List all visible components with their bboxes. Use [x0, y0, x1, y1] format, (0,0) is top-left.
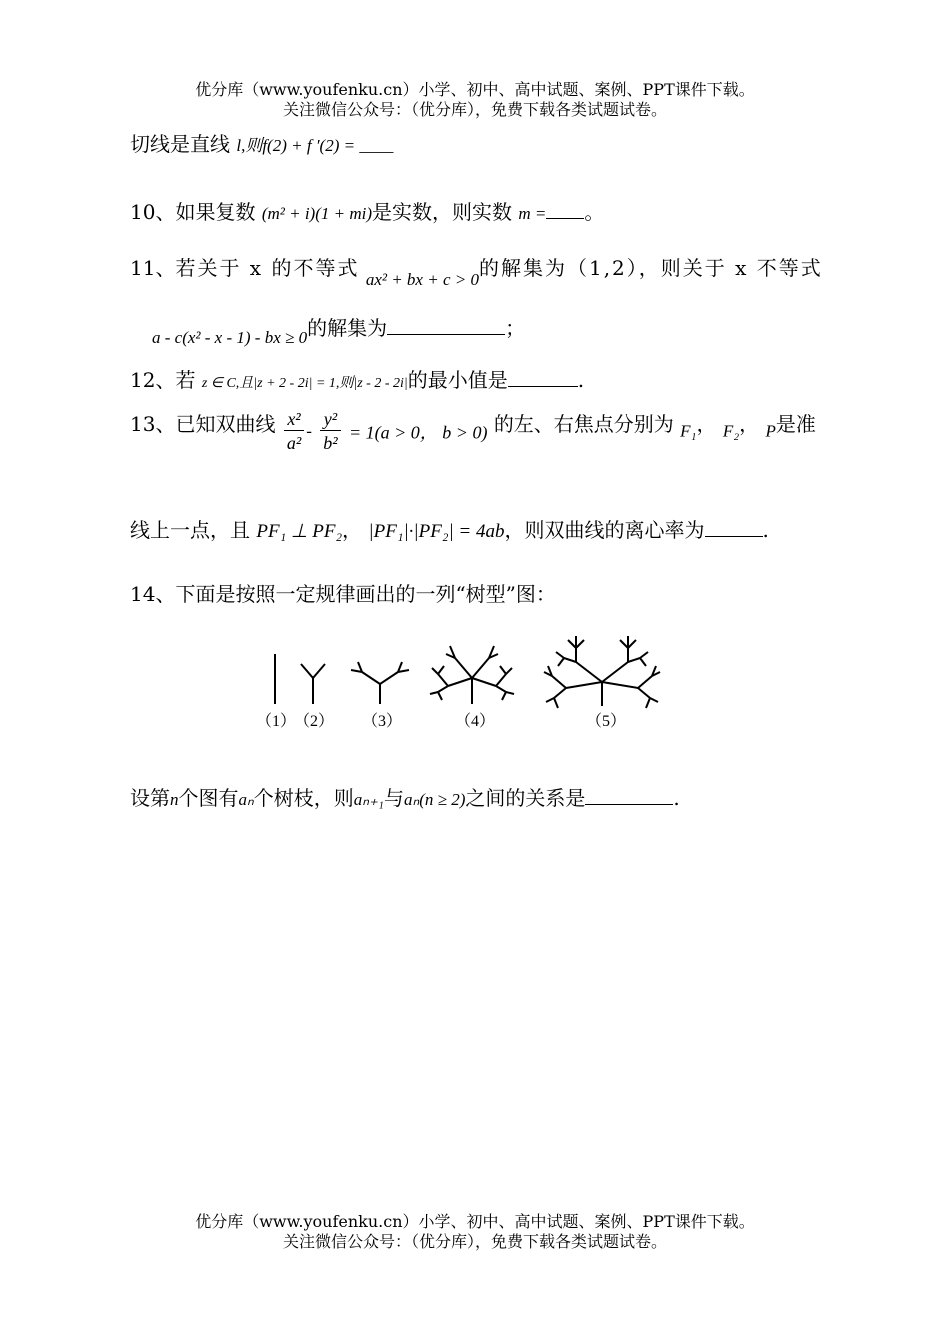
tree-label-3: （3） — [362, 713, 403, 730]
q11-end: 的解集为 — [307, 316, 388, 340]
q14-answer-pre: 设第 — [130, 786, 170, 810]
tree-label-1: （1） — [256, 713, 297, 730]
question-10 — [130, 196, 604, 225]
q12-pre: 若 — [175, 368, 196, 392]
q9-math: l,则f(2) + f ′(2) = ____ — [236, 136, 394, 155]
q13-perp: PF₁ ⊥ PF₂ — [256, 521, 343, 542]
q11-math2: a - c(x² - x - 1) - bx ≥ 0 — [152, 328, 308, 347]
question-14 — [130, 578, 556, 607]
q11-mid: 的解集为（1,2），则关于 x 不等式 — [478, 256, 823, 280]
question-12 — [130, 364, 584, 393]
header-line-1: 优分库（www.youfenku.cn）小学、初中、高中试题、案例、PPT课件下载。 — [195, 80, 755, 99]
q11-pre: 若关于 x 的不等式 — [175, 256, 360, 280]
q13-frac2-num: y² — [320, 408, 340, 431]
q13-p: P — [765, 421, 776, 441]
q13-line2-pre: 线上一点，且 — [130, 518, 250, 542]
tree-label-5: （5） — [586, 713, 627, 730]
q11-semi: ； — [505, 316, 526, 340]
q13-fraction-x — [284, 408, 304, 455]
q12-dot: . — [577, 368, 585, 392]
q13-answer-blank[interactable] — [705, 518, 763, 537]
question-13-line1: 13、已知双曲线 $\frac{\text{x²}}{\text{a²}}$ - $\frac{\text{y²}}{\text{b²}}$ = 1(a > 0， b > 0) 的左、右焦点分别为 F₁， F₂， P是准 — [130, 409, 816, 453]
footer-line-1: 优分库（www.youfenku.cn）小学、初中、高中试题、案例、PPT课件下载。 — [195, 1212, 755, 1231]
q12-end: 的最小值是 — [407, 368, 508, 392]
q10-answer-blank[interactable] — [546, 200, 584, 219]
q13-frac2-den: b² — [323, 433, 338, 453]
q13-dot: . — [762, 518, 769, 542]
q10-number: 10、 — [130, 200, 176, 224]
q14-answer-end: 之间的关系是 — [465, 786, 586, 810]
q10-math: (m² + i)(1 + mi) — [261, 204, 372, 223]
q10-pre: 如果复数 — [175, 200, 256, 224]
question-13-line2: 线上一点，且 PF₁ ⊥ PF₂， |PF₁|·|PF₂| = 4ab，则双曲线的离心率为 . — [130, 518, 769, 542]
q13-frac1-den: a² — [286, 433, 302, 453]
q10-end: 。 — [584, 200, 605, 224]
tree-5 — [544, 636, 660, 708]
header-line-2: 关注微信公众号：（优分库），免费下载各类试题试卷。 — [282, 100, 667, 119]
tree-2 — [301, 664, 325, 704]
q14-an: aₙ — [238, 790, 254, 809]
q14-text: 下面是按照一定规律画出的一列“树型”图： — [175, 582, 556, 606]
q13-frac1-num: x² — [284, 408, 304, 431]
q13-prod: |PF₁|·|PF₂| = 4ab — [368, 521, 505, 542]
q14-answer-mid1: 个图有 — [178, 786, 239, 810]
q10-var: m = — [518, 204, 547, 223]
footer-line-2: 关注微信公众号：（优分库），免费下载各类试题试卷。 — [282, 1232, 667, 1251]
q14-n: n — [170, 790, 179, 809]
q14-number: 14、 — [130, 582, 176, 606]
q14-dot: . — [673, 786, 680, 810]
tree-4 — [430, 646, 514, 704]
question-14-answer — [130, 782, 680, 811]
question-11-line1 — [130, 252, 875, 289]
q13-f1: F₁ — [680, 421, 697, 441]
q13-f2: F₂ — [722, 421, 740, 441]
q12-answer-blank[interactable] — [508, 368, 578, 387]
q14-an2: aₙ(n ≥ 2) — [403, 790, 466, 809]
q14-answer-mid3: 与 — [383, 786, 404, 810]
q11-answer-blank[interactable] — [387, 316, 505, 335]
q13-line2-end: ，则双曲线的离心率为 — [504, 518, 705, 542]
tree-3 — [351, 662, 409, 704]
q11-number: 11、 — [130, 256, 176, 280]
q13-pre: 已知双曲线 — [175, 412, 276, 436]
q13-fraction-y — [320, 408, 340, 455]
q12-math: z ∈ C,且|z + 2 - 2i| = 1,则|z - 2 - 2i| — [201, 376, 408, 391]
q12-number: 12、 — [130, 368, 176, 392]
tree-label-4: （4） — [455, 713, 496, 730]
q14-answer-mid2: 个树枝，则 — [253, 786, 354, 810]
q10-mid: 是实数，则实数 — [372, 200, 512, 224]
tree-label-2: （2） — [294, 713, 335, 730]
q13-number: 13、 — [130, 412, 176, 436]
q13-math-tail: = 1(a > 0， b > 0) — [349, 422, 488, 443]
q13-mid: 的左、右焦点分别为 — [493, 412, 674, 436]
q14-answer-blank[interactable] — [585, 786, 673, 805]
q9-text: 切线是直线 — [130, 132, 230, 156]
q13-end1: 是准 — [775, 412, 816, 436]
question-11-line2 — [152, 312, 526, 347]
tree-figures — [250, 628, 690, 714]
q11-math1: ax² + bx + c > 0 — [365, 270, 479, 289]
q14-an1: aₙ₊₁ — [353, 790, 384, 809]
question-9-tail — [130, 128, 393, 157]
